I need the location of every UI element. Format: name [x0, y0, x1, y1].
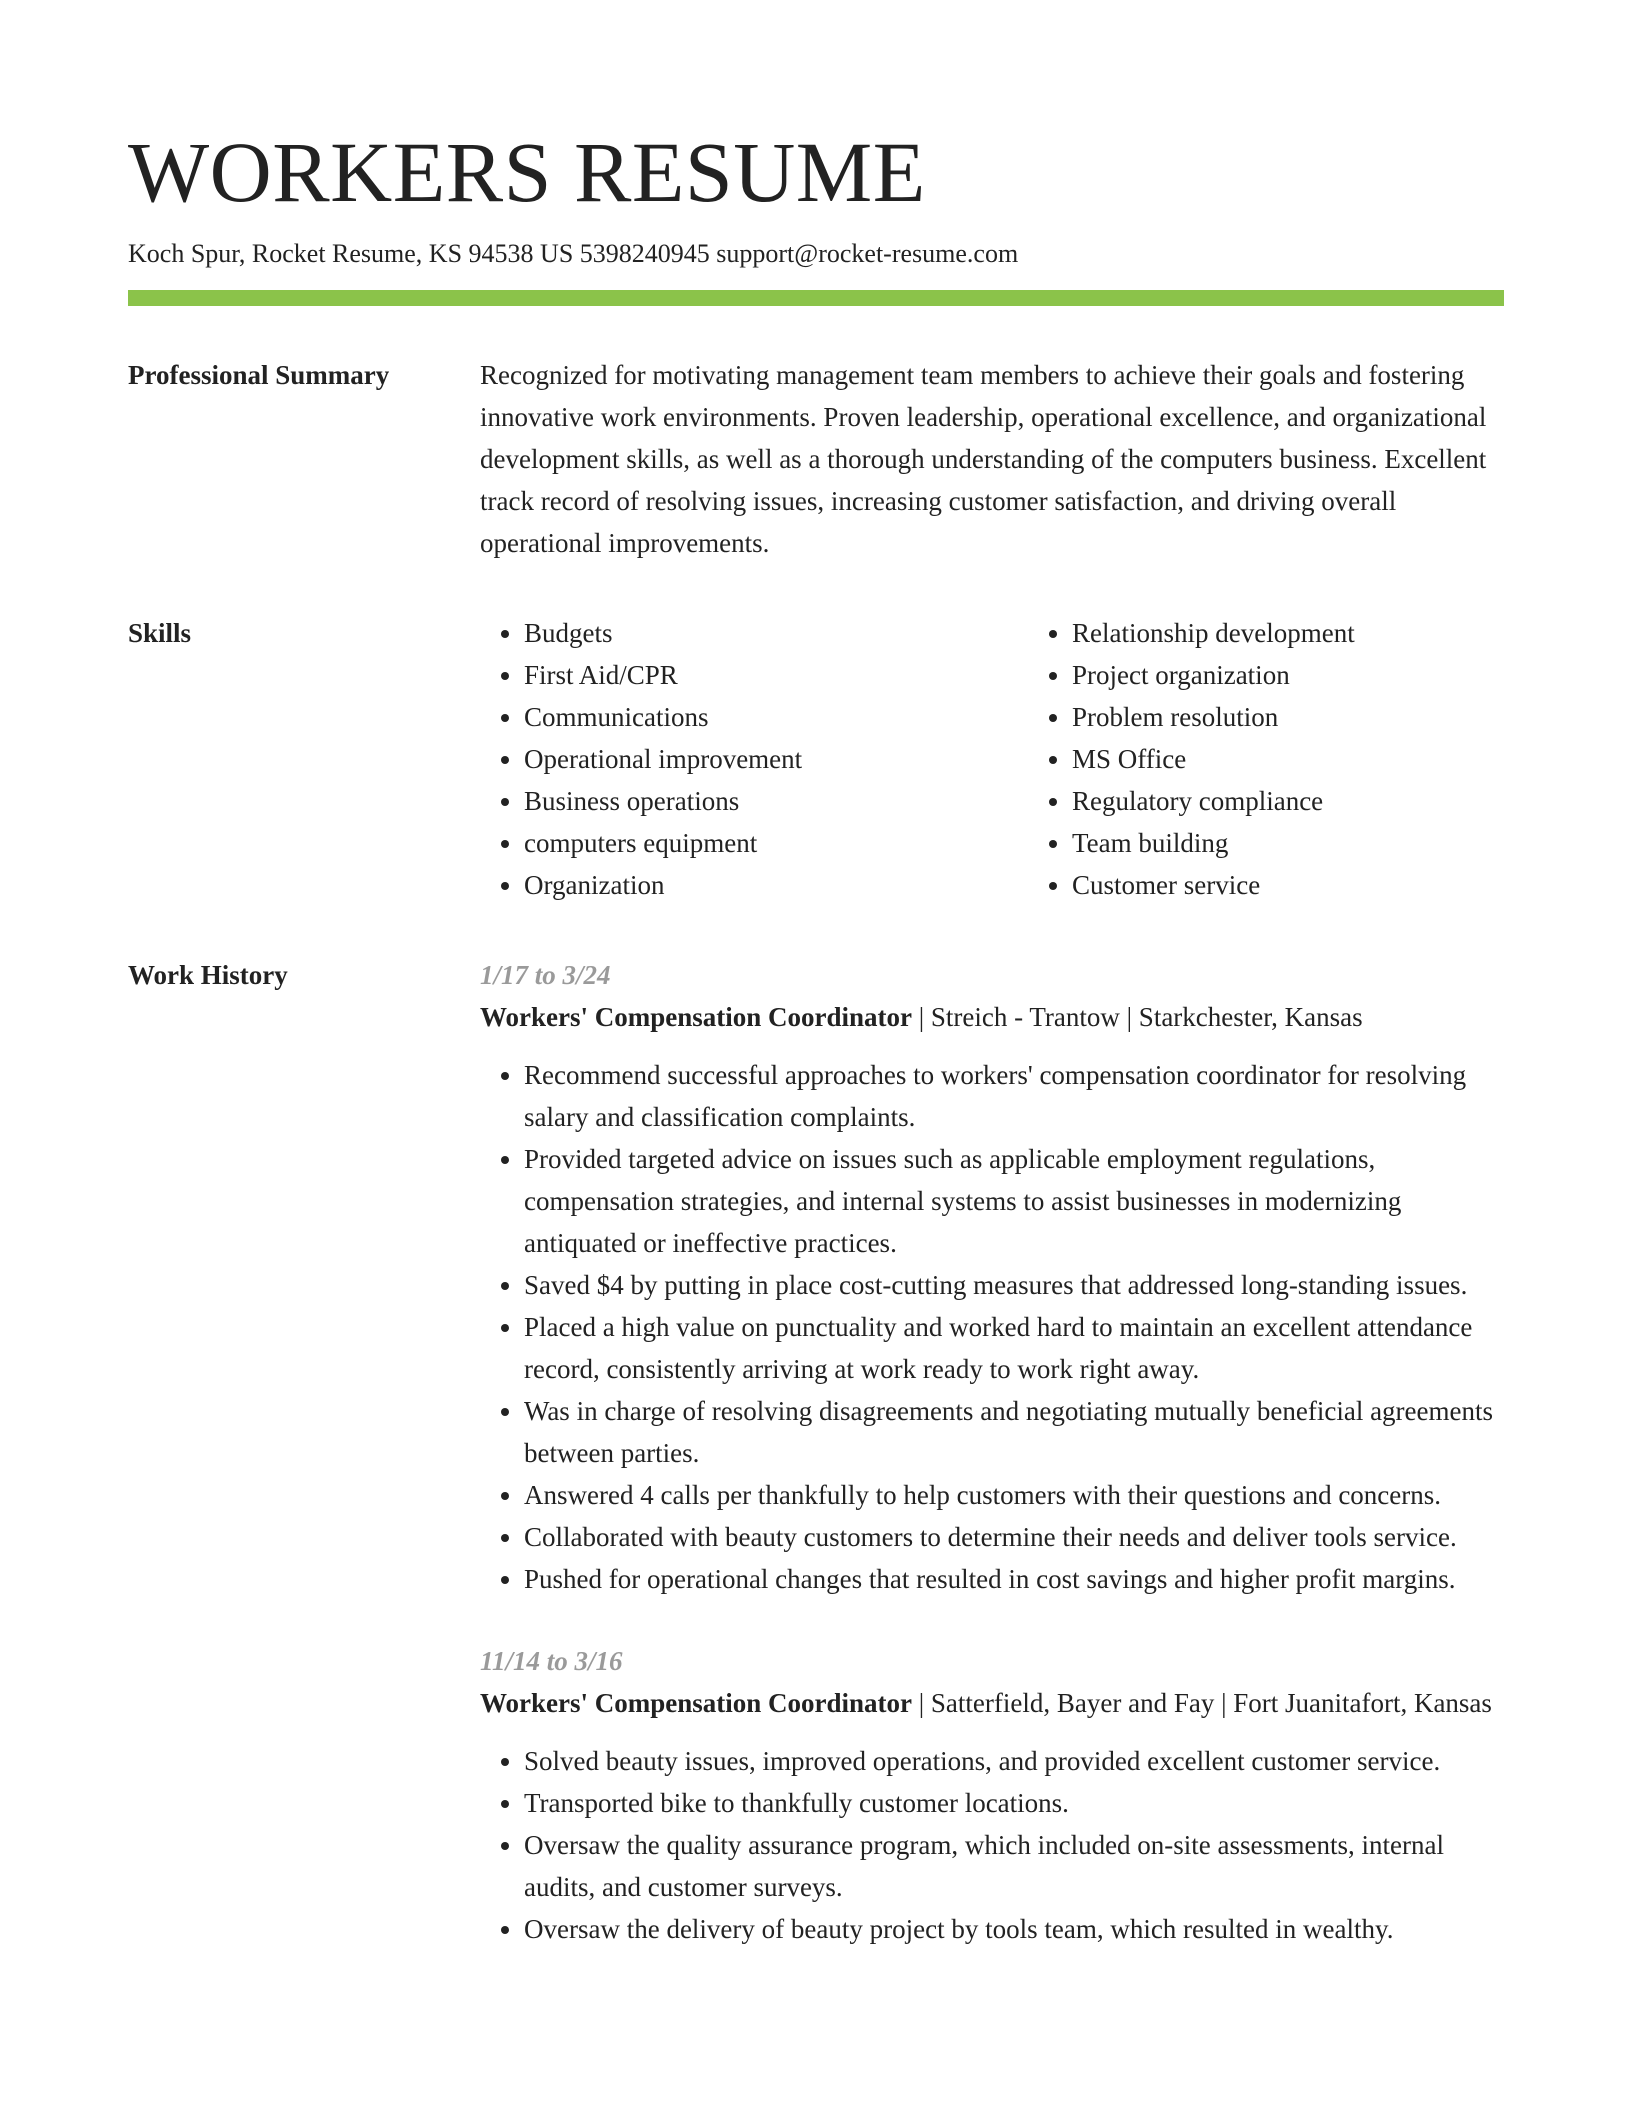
- job-entry: [480, 954, 1504, 1600]
- skill-item: • computers equipment: [524, 822, 1028, 864]
- job-bullet: • Transported bike to thankfully customer locations.: [524, 1782, 1504, 1824]
- skill-item: • Regulatory compliance: [1072, 780, 1576, 822]
- job-bullet: • Saved $4 by putting in place cost-cutting measures that addressed long-standing issues.: [524, 1264, 1504, 1306]
- resume-page: [128, 118, 1504, 1950]
- job-bullet: • Recommend successful approaches to workers' compensation coordinator for resolving salary and classification complaints.: [524, 1054, 1504, 1138]
- job-bullets: [480, 1740, 1504, 1950]
- job-heading: [480, 996, 1504, 1038]
- job-bullet: • Pushed for operational changes that resulted in cost savings and higher profit margins.: [524, 1558, 1504, 1600]
- job-bullet: • Answered 4 calls per thankfully to help customers with their questions and concerns.: [524, 1474, 1504, 1516]
- skills-section: [128, 612, 1504, 906]
- skills-column-left: [480, 612, 1028, 906]
- skill-item: • Communications: [524, 696, 1028, 738]
- skill-item: • Project organization: [1072, 654, 1576, 696]
- job-bullet: • Provided targeted advice on issues such as applicable employment regulations, compensation strategies, and internal systems to assist businesses in modernizing antiquated or ineffective practices.: [524, 1138, 1504, 1264]
- job-bullet: • Collaborated with beauty customers to determine their needs and deliver tools service.: [524, 1516, 1504, 1558]
- skill-item: • Business operations: [524, 780, 1028, 822]
- header-divider: [128, 290, 1504, 306]
- job-title: Workers' Compensation Coordinator: [480, 1002, 912, 1032]
- job-heading: [480, 1682, 1504, 1724]
- skill-item: • First Aid/CPR: [524, 654, 1028, 696]
- job-dates: 11/14 to 3/16: [480, 1646, 623, 1676]
- summary-text: Recognized for motivating management team members to achieve their goals and fostering innovative work environments. Proven leadership, operational excellence, and organizational development skills, as well as a thorough understanding of the computers business. Excellent track record of resolving issues, increasing customer satisfaction, and driving overall operational improvements.: [480, 360, 1487, 558]
- skill-item: • Problem resolution: [1072, 696, 1576, 738]
- job-bullet: • Placed a high value on punctuality and worked hard to maintain an excellent attendance record, consistently arriving at work ready to work right away.: [524, 1306, 1504, 1390]
- skills-column-right: [1028, 612, 1576, 906]
- job-dates: 1/17 to 3/24: [480, 960, 611, 990]
- skill-item: • Organization: [524, 864, 1028, 906]
- work-history-label: Work History: [128, 960, 288, 990]
- job-bullet: • Was in charge of resolving disagreements and negotiating mutually beneficial agreements between parties.: [524, 1390, 1504, 1474]
- job-bullet: • Solved beauty issues, improved operations, and provided excellent customer service.: [524, 1740, 1504, 1782]
- work-history-body: [480, 954, 1504, 1950]
- skill-item: • MS Office: [1072, 738, 1576, 780]
- job-title: Workers' Compensation Coordinator: [480, 1688, 912, 1718]
- skills-grid: [480, 612, 1576, 906]
- summary-section: [128, 354, 1504, 564]
- skill-item: • Team building: [1072, 822, 1576, 864]
- job-bullets: [480, 1054, 1504, 1600]
- job-employer-location: | Streich - Trantow | Starkchester, Kansas: [912, 1002, 1363, 1032]
- work-history-section: [128, 954, 1504, 1950]
- resume-title: WORKERS RESUME: [128, 124, 926, 220]
- skill-item: • Budgets: [524, 612, 1028, 654]
- job-entry: [480, 1640, 1504, 1950]
- summary-label: Professional Summary: [128, 360, 390, 390]
- skill-item: • Relationship development: [1072, 612, 1576, 654]
- job-bullet: • Oversaw the delivery of beauty project by tools team, which resulted in wealthy.: [524, 1908, 1504, 1950]
- job-bullet: • Oversaw the quality assurance program, which included on-site assessments, internal audits, and customer surveys.: [524, 1824, 1504, 1908]
- contact-line: Koch Spur, Rocket Resume, KS 94538 US 5398240945 support@rocket-resume.com: [128, 239, 1019, 268]
- skill-item: • Operational improvement: [524, 738, 1028, 780]
- skills-label: Skills: [128, 618, 192, 648]
- skill-item: • Customer service: [1072, 864, 1576, 906]
- job-employer-location: | Satterfield, Bayer and Fay | Fort Juanitafort, Kansas: [912, 1688, 1492, 1718]
